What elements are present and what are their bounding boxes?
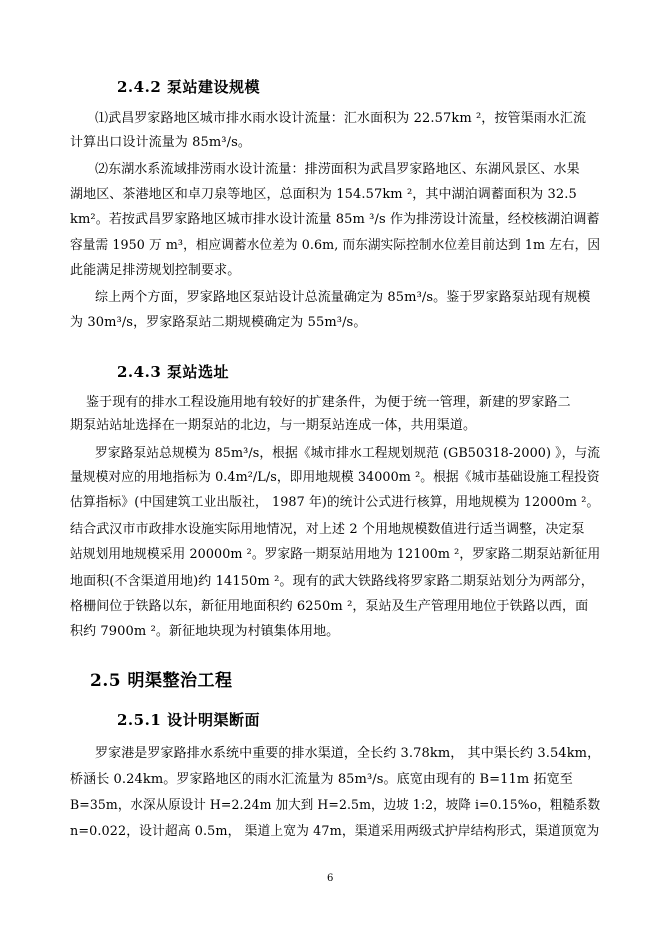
- paragraph-line: 容量需 1950 万 m³，相应调蓄水位差为 0.6m, 而东湖实际控制水位差目前达到 1m 左右，因: [70, 238, 601, 253]
- page-number: 6: [327, 873, 334, 884]
- paragraph-line: km²。若按武昌罗家路地区城市排水设计流量 85m ³/s 作为排涝设计流量，经校核湖泊调蓄: [70, 212, 600, 227]
- paragraph-line: B=35m，水深从原设计 H=2.24m 加大到 H=2.5m，边坡 1:2，坡降 i=0.15%o，粗糙系数: [70, 798, 601, 813]
- paragraph-line: 桥涵长 0.24km。罗家路地区的雨水汇流量为 85m³/s。底宽由现有的 B=11m 拓宽至: [70, 772, 573, 787]
- paragraph-line: ⑴武昌罗家路地区城市排水雨水设计流量：汇水面积为 22.57km ²，按管渠雨水汇流: [95, 111, 587, 126]
- paragraph-line: 此能满足排涝规划控制要求。: [70, 263, 241, 278]
- paragraph-line: 综上两个方面，罗家路地区泵站设计总流量确定为 85m³/s。鉴于罗家路泵站现有规模: [95, 290, 591, 305]
- paragraph-line: 估算指标》(中国建筑工业出版社， 1987 年)的统计公式进行核算，用地规模为 12000m ²。: [70, 495, 600, 510]
- paragraph-line: ⑵东湖水系流域排涝雨水设计流量：排涝面积为武昌罗家路地区、东湖风景区、水果: [95, 162, 580, 177]
- paragraph-line: 格栅间位于铁路以东，新征用地面积约 6250m ²，泵站及生产管理用地位于铁路以西，面: [70, 599, 589, 614]
- paragraph-line: 计算出口设计流量为 85m³/s。: [70, 135, 251, 150]
- paragraph-line: 鉴于现有的排水工程设施用地有较好的扩建条件，为便于统一管理，新建的罗家路二: [86, 395, 571, 410]
- section-heading-2-4-3: 2.4.3 泵站选址: [117, 363, 229, 381]
- section-heading-2-4-2: 2.4.2 泵站建设规模: [117, 78, 260, 96]
- section-heading-2-5: 2.5 明渠整治工程: [90, 671, 233, 691]
- paragraph-line: 为 30m³/s，罗家路泵站二期规模确定为 55m³/s。: [70, 315, 367, 330]
- paragraph-line: 罗家港是罗家路排水系统中重要的排水渠道，全长约 3.78km， 其中渠长约 3.54km，: [95, 746, 601, 761]
- paragraph-line: 湖地区、茶港地区和卓刀泉等地区，总面积为 154.57km ²，其中湖泊调蓄面积为 32.5: [70, 187, 577, 202]
- paragraph-line: 站规划用地规模采用 20000m ²。罗家路一期泵站用地为 12100m ²，罗家路二期泵站新征用: [70, 547, 601, 562]
- paragraph-line: 期泵站站址选择在一期泵站的北边，与一期泵站连成一体，共用渠道。: [70, 418, 477, 433]
- section-heading-2-5-1: 2.5.1 设计明渠断面: [117, 711, 260, 729]
- paragraph-line: 积约 7900m ²。新征地块现为村镇集体用地。: [70, 624, 340, 639]
- paragraph-line: n=0.022，设计超高 0.5m， 渠道上宽为 47m，渠道采用两级式护岸结构形式，渠道顶宽为: [70, 824, 600, 839]
- paragraph-line: 地面积(不含渠道用地)约 14150m ²。现有的武大铁路线将罗家路二期泵站划分为两部分，: [70, 574, 594, 589]
- paragraph-line: 罗家路泵站总规模为 85m³/s，根据《城市排水工程规划规范 (GB50318-2000) 》，与流: [95, 446, 601, 461]
- paragraph-line: 结合武汉市市政排水设施实际用地情况，对上述 2 个用地规模数值进行适当调整，决定泵: [70, 522, 585, 537]
- paragraph-line: 量规模对应的用地指标为 0.4m²/L/s，即用地规模 34000m ²。根据《城市基础设施工程投资: [70, 470, 600, 485]
